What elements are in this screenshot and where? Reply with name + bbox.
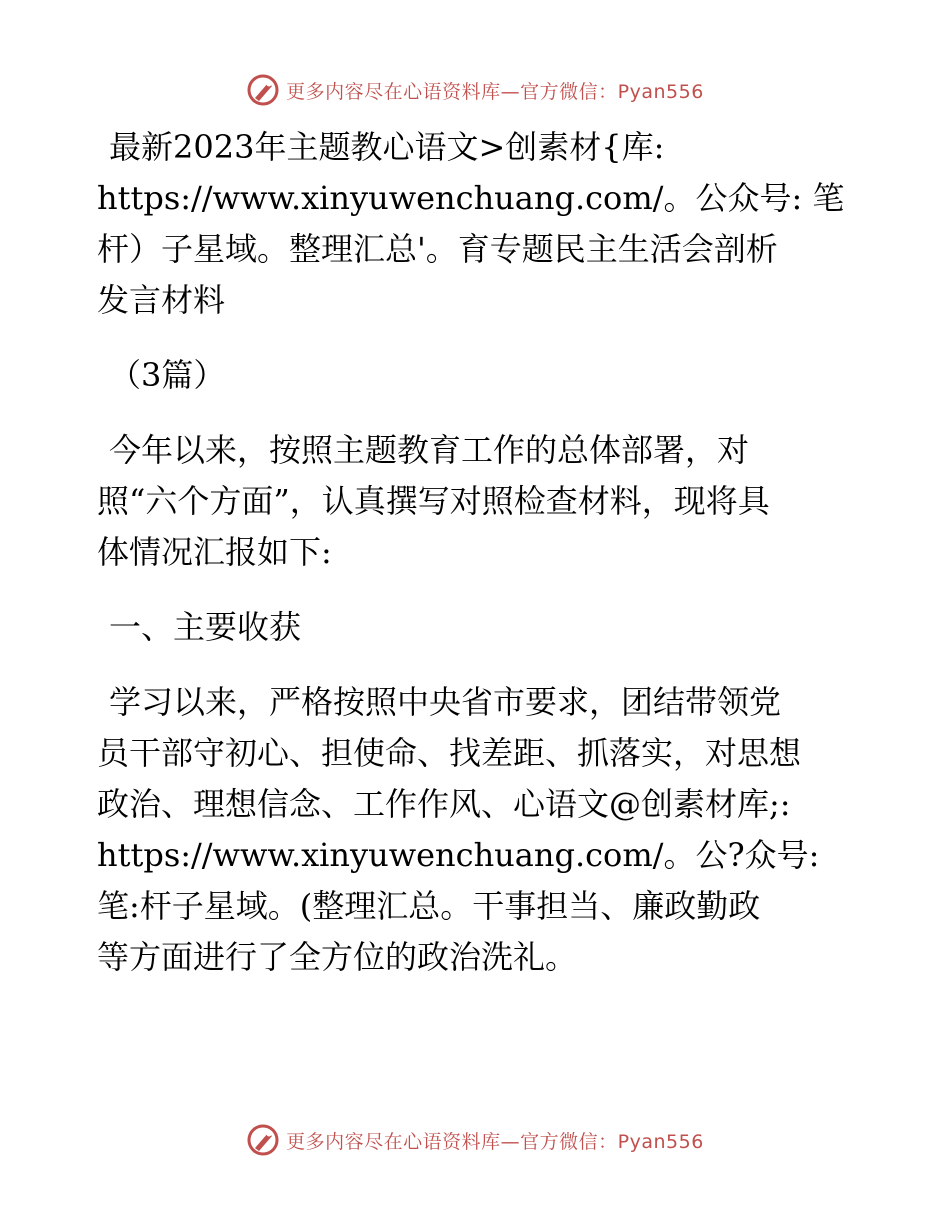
pen-logo-icon <box>246 1123 280 1157</box>
intro-line: 今年以来，按照主题教育工作的总体部署，对 <box>109 431 750 469</box>
section-heading-line: 一、主要收获 <box>109 608 302 646</box>
document-title <box>97 122 857 326</box>
watermark-text: 更多内容尽在心语资料库—官方微信：Pyan556 <box>286 80 704 103</box>
document-subtitle <box>97 350 857 401</box>
section-line: 政治、理想信念、工作作风、心语文@创素材库;: <box>97 785 791 823</box>
section-paragraph <box>97 677 857 983</box>
section-line: 学习以来，严格按照中央省市要求，团结带领党 <box>109 683 782 721</box>
title-line: 最新2023年主题教心语文>创素材{库: <box>109 128 665 166</box>
title-line: 杆）子星域。整理汇总'。育专题民主生活会剖析 <box>97 230 778 268</box>
section-line: 等方面进行了全方位的政治洗礼。 <box>97 938 578 976</box>
intro-line: 照“六个方面”，认真撰写对照检查材料，现将具 <box>97 482 770 520</box>
title-line: https://www.xinyuwenchuang.com/。公众号: 笔 <box>97 179 845 217</box>
section-line: 员干部守初心、担使命、找差距、抓落实，对思想 <box>97 734 802 772</box>
pen-logo-icon <box>246 73 280 107</box>
section-line: https://www.xinyuwenchuang.com/。公?众号: <box>97 836 820 874</box>
intro-paragraph <box>97 425 857 578</box>
intro-line: 体情况汇报如下: <box>97 533 332 571</box>
watermark-banner-bottom <box>0 1120 950 1160</box>
subtitle-line: （3篇） <box>109 356 226 394</box>
section-heading <box>97 602 857 653</box>
watermark-text: 更多内容尽在心语资料库—官方微信：Pyan556 <box>286 1130 704 1153</box>
section-line: 笔:杆子星域。(整理汇总。干事担当、廉政勤政 <box>97 887 761 925</box>
watermark-banner-top <box>0 70 950 110</box>
document-body <box>97 122 857 983</box>
title-line: 发言材料 <box>97 281 226 319</box>
